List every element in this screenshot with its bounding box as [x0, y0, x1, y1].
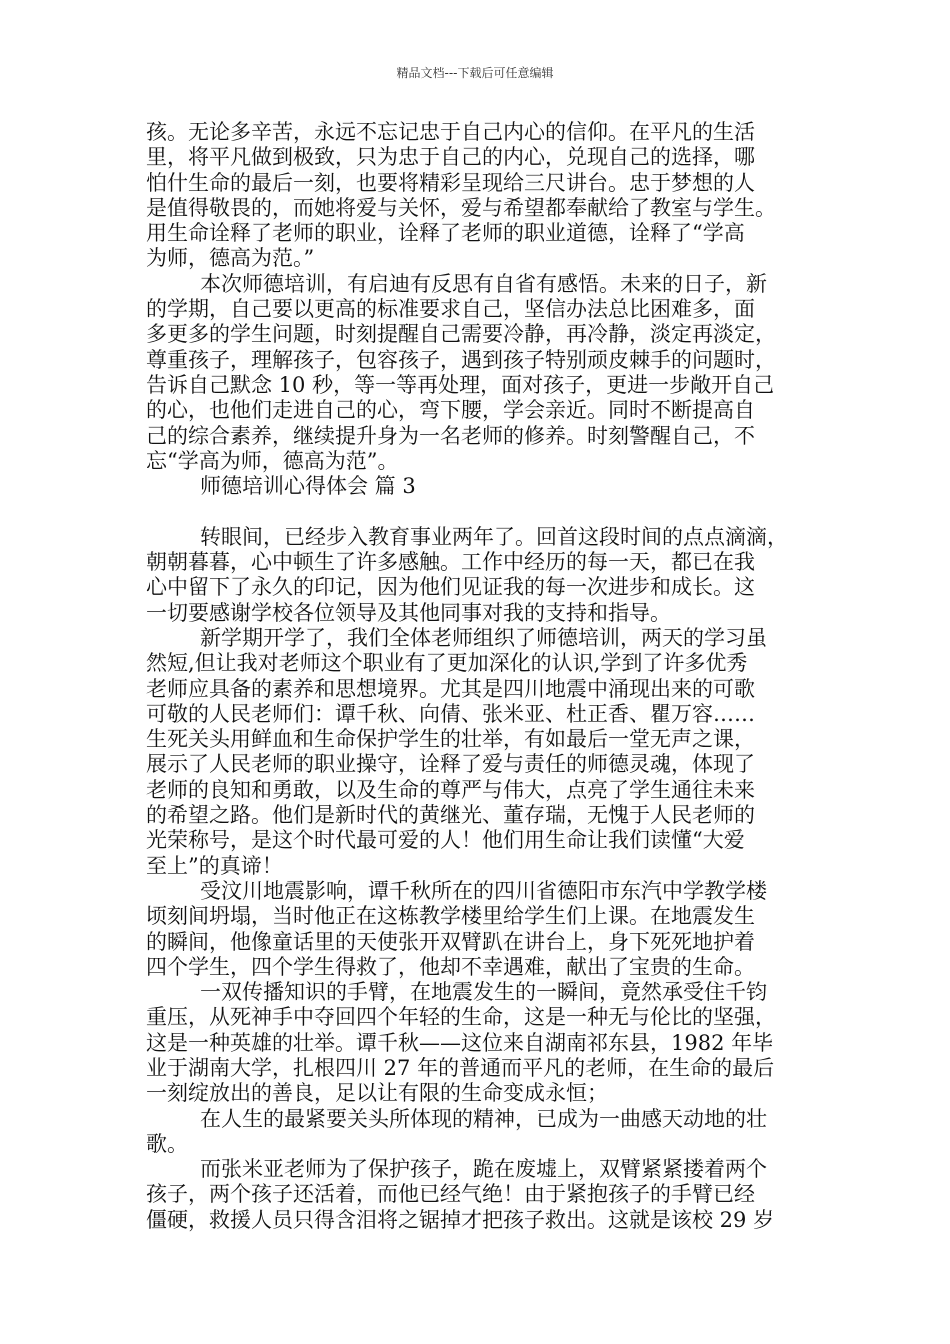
text-line: 新学期开学了，我们全体老师组织了师德培训，两天的学习虽 [200, 625, 767, 650]
text-line: 是值得敬畏的，而她将爱与关怀，爱与希望都奉献给了教室与学生。 [146, 195, 776, 220]
text-line: 展示了人民老师的职业操守，诠释了爱与责任的师德灵魂，体现了 [146, 752, 755, 777]
text-line: 老师应具备的素养和思想境界。尤其是四川地震中涌现出来的可歌 [146, 676, 755, 701]
text-line: 的学期，自己要以更高的标准要求自己，坚信办法总比困难多，面 [146, 297, 755, 322]
text-line: 生死关头用鲜血和生命保护学生的壮举，有如最后一堂无声之课， [146, 727, 755, 752]
text-line: 受汶川地震影响，谭千秋所在的四川省德阳市东汽中学教学楼 [200, 878, 767, 903]
text-line: 一切要感谢学校各位领导及其他同事对我的支持和指导。 [146, 600, 671, 625]
text-line: 转眼间，已经步入教育事业两年了。回首这段时间的点点滴滴， [200, 524, 788, 549]
text-line: 忘“学高为师，德高为范”。 [146, 448, 399, 473]
blank-line [146, 499, 832, 524]
text-line: 孩子，两个孩子还活着，而他已经气绝！由于紧抱孩子的手臂已经 [146, 1182, 755, 1207]
text-line: 多更多的学生问题，时刻提醒自己需要冷静，再冷静，淡定再淡定， [146, 322, 776, 347]
text-line: 孩。无论多辛苦，永远不忘记忠于自己内心的信仰。在平凡的生活 [146, 120, 755, 144]
text-line: 的心，也他们走进自己的心，弯下腰，学会亲近。同时不断提高自 [146, 398, 755, 423]
text-line: 顷刻间坍塌，当时他正在这栋教学楼里给学生们上课。在地震发生 [146, 904, 755, 929]
text-line: 的瞬间，他像童话里的天使张开双臂趴在讲台上，身下死死地护着 [146, 929, 755, 954]
text-line: 朝朝暮暮，心中顿生了许多感触。工作中经历的每一天，都已在我 [146, 550, 755, 575]
text-line: 告诉自己默念 10 秒，等一等再处理，面对孩子，更进一步敞开自己 [146, 372, 775, 397]
text-line: 四个学生，四个学生得救了，他却不幸遇难，献出了宝贵的生命。 [146, 954, 755, 979]
text-line: 僵硬，救援人员只得含泪将之锯掉才把孩子救出。这就是该校 29 岁 [146, 1207, 775, 1232]
text-line: 在人生的最紧要关头所体现的精神，已成为一曲感天动地的壮 [200, 1106, 767, 1131]
section-title: 师德培训心得体会 篇 3 [200, 474, 416, 499]
text-line: 光荣称号，是这个时代最可爱的人！他们用生命让我们读懂“大爱 [146, 828, 745, 853]
page-header: 精品文档---下载后可任意编辑 [396, 66, 554, 80]
text-line: 里，将平凡做到极致，只为忠于自己的内心，兑现自己的选择，哪 [146, 145, 755, 170]
text-line: 重压，从死神手中夺回四个年轻的生命，这是一种无与伦比的坚强， [146, 1005, 776, 1030]
text-line: 一刻绽放出的善良，足以让有限的生命变成永恒； [146, 1081, 608, 1106]
text-line: 用生命诠释了老师的职业，诠释了老师的职业道德，诠释了“学高 [146, 221, 745, 246]
text-line: 的希望之路。他们是新时代的黄继光、董存瑞，无愧于人民老师的 [146, 803, 755, 828]
text-line: 为师，德高为范。” [146, 246, 315, 271]
text-line: 业于湖南大学，扎根四川 27 年的普通而平凡的老师，在生命的最后 [146, 1055, 775, 1080]
text-line: 一双传播知识的手臂，在地震发生的一瞬间，竟然承受住千钧 [200, 980, 767, 1005]
text-line: 尊重孩子，理解孩子，包容孩子，遇到孩子特别顽皮棘手的问题时， [146, 347, 776, 372]
text-line: 这是一种英雄的壮举。谭千秋——这位来自湖南祁东县，1982 年毕 [146, 1030, 774, 1055]
text-line: 歌。 [146, 1131, 188, 1156]
text-line: 可敬的人民老师们：谭千秋、向倩、张米亚、杜正香、瞿万容…… [146, 701, 755, 726]
document-body [146, 120, 832, 1233]
text-line: 老师的良知和勇敢，以及生命的尊严与伟大，点亮了学生通往未来 [146, 777, 755, 802]
text-line: 本次师德培训，有启迪有反思有自省有感悟。未来的日子，新 [200, 271, 767, 296]
text-line: 然短,但让我对老师这个职业有了更加深化的认识,学到了许多优秀 [146, 651, 748, 676]
text-line: 己的综合素养，继续提升身为一名老师的修养。时刻警醒自己，不 [146, 423, 755, 448]
text-line: 而张米亚老师为了保护孩子，跪在废墟上，双臂紧紧搂着两个 [200, 1157, 767, 1182]
text-line: 至上”的真谛！ [146, 853, 283, 878]
text-line: 怕什生命的最后一刻，也要将精彩呈现给三尺讲台。忠于梦想的人 [146, 170, 755, 195]
text-line: 心中留下了永久的印记，因为他们见证我的每一次进步和成长。这 [146, 575, 755, 600]
